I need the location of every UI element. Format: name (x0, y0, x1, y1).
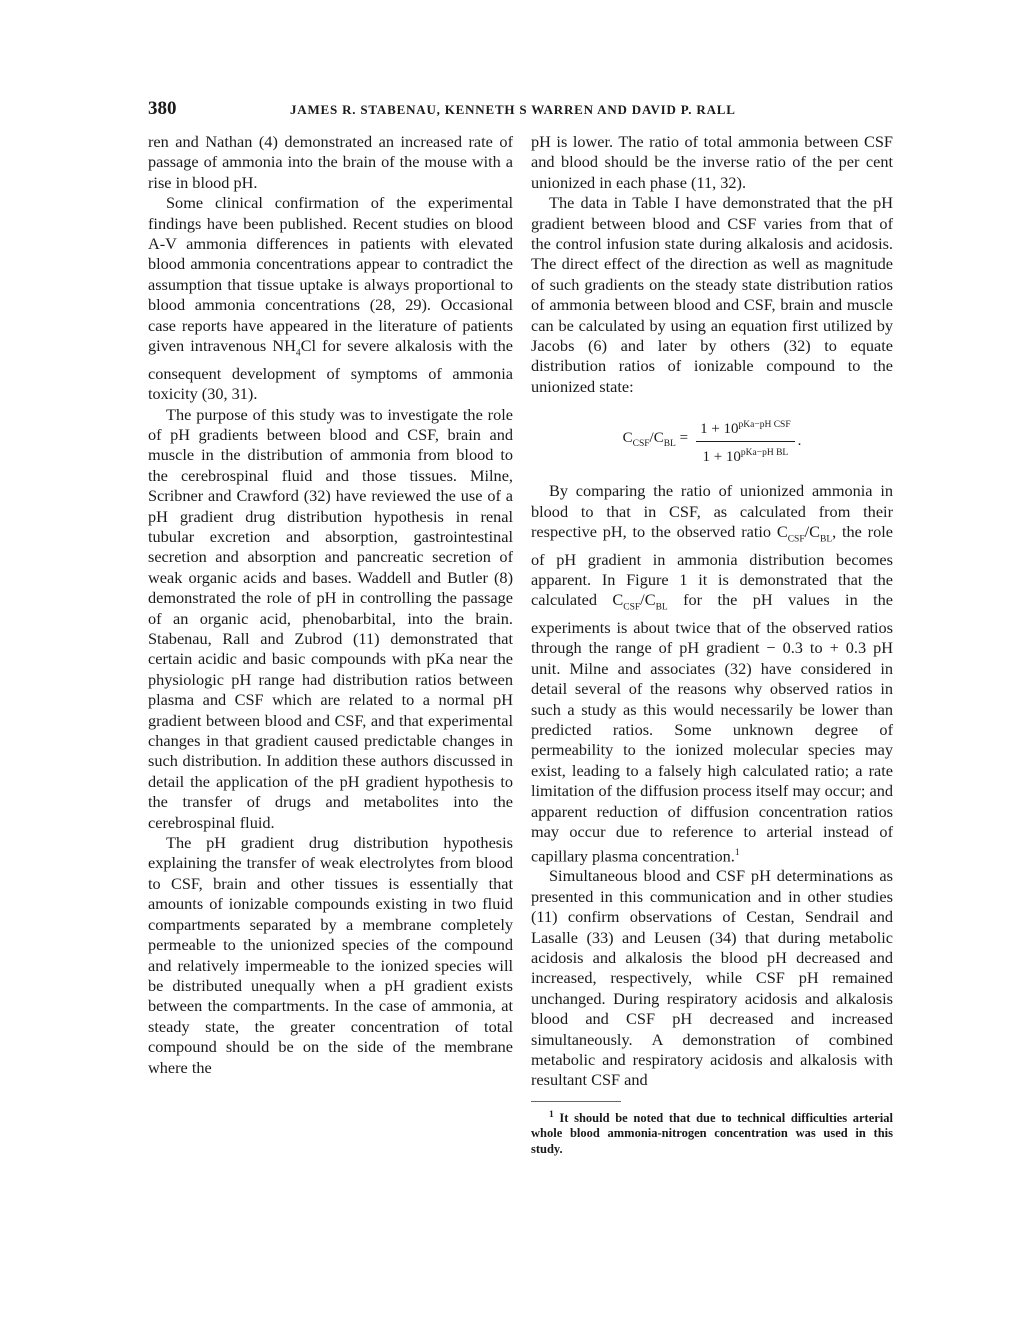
eq-subscript: CSF (787, 534, 805, 545)
paragraph (531, 481, 893, 866)
paragraph: The pH gradient drug distribution hypothesis explaining the transfer of weak electrolytes from blood to CSF, brain and other tissues is essentially that amounts of ionizable compounds existing in two fluid compartments separated by a membrane completely permeable to the unionized species of the compound and relatively impermeable to the ionized species will be distributed unequally when a pH gradient exists between the compartments. In the case of ammonia, at steady state, the greater concentration of total compound should be on the side of the membrane where the (148, 833, 513, 1077)
page-header (148, 98, 893, 122)
equation-denominator (698, 442, 792, 467)
paragraph: pH is lower. The ratio of total ammonia between CSF and blood should be the inverse ratio of the per cent unionized in each phase (11, 32). (531, 132, 893, 192)
left-column (148, 132, 513, 1078)
eq-base: 1 + 10 (702, 448, 741, 465)
paragraph-text: , the role of pH gradient in ammonia distribution becomes apparent. In Figure 1 it is demonstrated that the calculated (531, 521, 893, 610)
footnote (531, 1108, 893, 1158)
right-column (531, 132, 893, 1157)
paragraph: The data in Table I have demonstrated that the pH gradient between blood and CSF varies from that of the control infusion state during alkalosis and acidosis. The direct effect of the direction as well as magnitude of such gradients on the steady state distribution ratios of ammonia between blood and CSF, brain and muscle can be calculated by using an equation first utilized by Jacobs (6) and later by others (32) to equate distribution ratios of ionizable compound to the unionized state: (531, 193, 893, 396)
footnote-divider (531, 1101, 621, 1102)
eq-subscript: BL (820, 534, 833, 545)
page-number: 380 (148, 98, 177, 119)
paragraph-text: for severe alkalosis with the consequent development of symptoms of ammonia toxicity (30, 31). (148, 336, 513, 404)
formula-part: Cl (300, 336, 317, 356)
distribution-ratio-equation (531, 415, 893, 467)
paragraph: ren and Nathan (4) demonstrated an increased rate of passage of ammonia into the brain of the mouse with a rise in blood pH. (148, 132, 513, 192)
eq-subscript: BL (655, 602, 668, 613)
eq-subscript: CSF (632, 438, 650, 449)
eq-symbol: C (622, 429, 633, 446)
eq-symbol: C (612, 590, 624, 610)
paragraph (148, 193, 513, 404)
eq-exponent: pKa−pH BL (740, 447, 789, 458)
paragraph-text: for the pH values in the experiments is about twice that of the observed ratios through the range of pH gradient − 0.3 to + 0.3 pH unit. Milne and associates (32) have considered in detail several of the reasons why observed ratios in such a study as this would necessarily be lower than predicted ratios. Some unknown degree of permeability to the ionized molecular species may exist, leading to a falsely high calculated ratio; a rate limitation of the diffusion process itself may occur; and apparent reduction of diffusion concentration ratios may occur due to reference to arterial instead of capillary plasma concentration. (531, 590, 894, 865)
equation-fraction (696, 415, 795, 467)
equation-lhs (623, 428, 688, 454)
eq-equals: = (679, 429, 689, 446)
footnote-reference: 1 (734, 847, 740, 858)
formula-part: NH (272, 336, 296, 356)
eq-symbol: C (776, 521, 788, 541)
footnote-mark: 1 (549, 1109, 554, 1120)
eq-period: . (797, 432, 802, 449)
eq-exponent: pKa−pH CSF (738, 420, 791, 431)
chemical-formula (272, 336, 317, 359)
paragraph: The purpose of this study was to investigate the role of pH gradients between blood and CSF, brain and muscle in the distribution of ammonia from blood to the cerebrospinal fluid and those tissues. Milne, Scribner and Crawford (32) have reviewed the use of a pH gradient drug distribution hypothesis in renal tubular excretion and absorption, gastrointestinal secretion and absorption and pancreatic secretion of weak organic acids and bases. Waddell and Butler (8) demonstrated the role of pH in controlling the passage of an organic acid, phenobarbital, into the brain. Stabenau, Rall and Zubrod (11) demonstrated that certain acidic and basic compounds with pKa near the physiologic pH range had distribution ratios between plasma and CSF which are related to a normal pH gradient between blood and CSF, and that experimental changes in that gradient caused predictable changes in such distribution. In addition these authors discussed in detail the application of the pH gradient hypothesis to the transfer of drugs and metabolites into the cerebrospinal fluid. (148, 404, 513, 832)
eq-symbol: /C (804, 521, 821, 541)
footnote-text: It should be noted that due to technical difficulties arterial whole blood ammonia-nitrogen concentration was used in this study. (531, 1110, 893, 1156)
eq-subscript: CSF (623, 602, 641, 613)
eq-symbol: /C (649, 429, 664, 446)
eq-subscript: BL (663, 438, 676, 449)
formula-subscript: 4 (295, 348, 301, 359)
eq-symbol: /C (640, 590, 656, 610)
paragraph-text: Some clinical confirmation of the experimental findings have been published. Recent studies on blood A-V ammonia differences in patients with elevated blood ammonia concentrations appear to contradict the assumption that tissue uptake is always proportional to blood ammonia concentrations (28, 29). Occasional case reports have appeared in the literature of patients given intravenous (148, 193, 513, 356)
equation-numerator (696, 415, 795, 441)
paragraph-text: By comparing the ratio of unionized ammonia in blood to that in CSF, as calculated from their respective pH, to the observed ratio (531, 481, 893, 541)
eq-base: 1 + 10 (700, 421, 739, 438)
running-head: JAMES R. STABENAU, KENNETH S WARREN AND DAVID P. RALL (290, 102, 736, 117)
paragraph: Simultaneous blood and CSF pH determinations as presented in this communication and in other studies (11) confirm observations of Cestan, Sendrail and Lasalle (33) and Leusen (34) that during metabolic acidosis and alkalosis the blood pH decreased and increased, respectively, while CSF pH remained unchanged. During respiratory acidosis and alkalosis blood and CSF pH decreased and increased simultaneously. A demonstration of combined metabolic and respiratory acidosis and alkalosis with resultant CSF and (531, 866, 893, 1090)
